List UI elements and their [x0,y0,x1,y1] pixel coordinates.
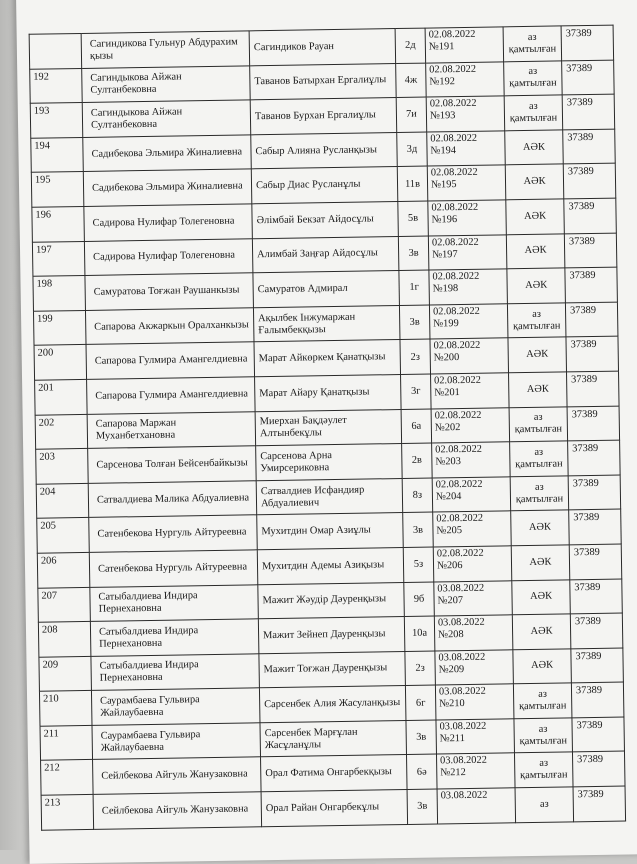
class-cell: 2в [402,443,433,478]
parent-name: Сарсенова Толған Бейсенбайкызы [88,446,257,483]
status-cell: АӘК [512,614,571,650]
status-cell: аз қамтылған [510,476,569,512]
class-cell: 2з [405,651,436,686]
status-cell: АӘК [505,130,564,166]
class-cell: 5в [398,201,429,236]
date-order-cell [434,580,513,616]
child-name: Сабыр Диас Русланұлы [251,167,398,204]
class-cell: 6ә [407,754,438,789]
row-number: 212 [41,760,94,795]
child-name: Мажит Тоғжан Дауренқызы [259,651,406,688]
parent-name: Сейлбекова Айгуль Жанузаковна [93,792,262,829]
order-number: №210 [439,698,465,710]
date-order-cell [432,442,511,478]
order-number: №200 [433,352,460,364]
code-cell: 37389 [565,267,618,302]
code-cell: 37389 [565,302,618,337]
code-cell: 37389 [571,682,624,717]
row-number: 204 [36,483,89,518]
date-text: 02.08.2022 [432,270,480,283]
date-order-cell [436,719,515,755]
code-cell: 37389 [566,336,619,371]
parent-name: Сатыбалдиева Индира Пернехановна [90,619,259,656]
child-name: Орал Фатима Онгарбекқызы [261,755,408,792]
child-name: Ақылбек Інжумаржан Ғалымбекқызы [253,305,400,342]
order-number: №191 [428,41,455,53]
child-name: Миерхан Бақдәулет Алтынбекұлы [255,409,402,446]
class-cell: 3в [407,789,438,824]
date-order-cell [433,546,512,582]
parent-name: Сатыбалдиева Индира Пернехановна [91,653,260,690]
code-cell: 37389 [563,163,616,198]
code-cell: 37389 [571,648,624,683]
date-text: 02.08.2022 [428,28,476,41]
code-cell: 37389 [563,129,616,164]
date-text: 03.08.2022 [438,685,486,698]
date-text: 02.08.2022 [429,63,477,76]
date-text: 02.08.2022 [435,443,483,456]
status-cell: аз қамтылған [510,441,569,477]
status-cell: АӘК [508,337,567,373]
date-text: 02.08.2022 [432,305,480,318]
class-cell: 11в [397,166,428,201]
date-order-cell [432,477,511,513]
parent-name: Сатенбекова Нургуль Айтуреевна [89,515,258,552]
date-order-cell [426,61,505,97]
order-number: №194 [430,144,457,157]
row-number: 199 [33,310,86,345]
date-text: 03.08.2022 [440,789,488,802]
date-order-cell [428,200,507,236]
date-order-cell [429,304,508,340]
row-number: 203 [36,449,89,484]
class-cell: 3г [401,374,432,409]
parent-name: Сагиндикова Гульнур Абдурахим қызы [81,31,250,68]
code-cell: 37389 [569,509,622,544]
order-number: №209 [438,663,465,676]
status-cell: аз қамтылған [514,752,573,788]
date-text: 02.08.2022 [434,409,482,422]
row-number: 192 [30,68,83,103]
order-number: №204 [435,490,462,503]
status-cell: аз [515,787,574,823]
class-cell: 4ж [396,63,427,98]
parent-name: Сапарова Гулмира Амангелдиевна [87,377,256,414]
date-order-cell [429,269,508,305]
class-cell: 3д [397,132,428,167]
code-cell: 37389 [570,579,623,614]
code-cell: 37389 [569,544,622,579]
document-page [16,0,637,864]
child-name: Самуратов Адмирал [253,271,400,308]
row-number: 211 [40,725,93,760]
child-name: Марат Айкөркем Қанатқызы [254,340,401,377]
class-cell: 6а [401,409,432,444]
parent-name: Сатыбалдиева Индира Пернехановна [90,584,259,621]
child-name: Мажит Зейнеп Дауренқызы [258,617,405,654]
code-cell: 37389 [572,752,625,787]
code-cell: 37389 [562,94,615,129]
class-cell: 1г [399,270,430,305]
class-cell: 10а [404,616,435,651]
class-cell: 2д [395,28,426,63]
date-order-cell [428,234,507,270]
code-cell: 37389 [568,475,621,510]
status-cell: аз қамтылған [509,406,568,442]
child-name: Сарсенова Арна Умирсериковна [256,444,403,481]
order-number: №203 [435,456,461,468]
status-cell: АӘК [512,579,571,615]
class-cell: 7и [396,97,427,132]
child-name: Мажит Жәудір Дәуренқызы [258,582,405,619]
parent-name: Садирова Нулифар Толегеновна [84,204,253,241]
date-text: 02.08.2022 [431,236,479,249]
child-name: Сарсенбек Марғұлан Жасұланұлы [260,720,407,757]
status-cell: АӘК [505,164,564,200]
child-name: Орал Райан Онгарбекұлы [261,790,408,827]
parent-name: Сапарова Акжаркын Оралханкызы [85,308,254,345]
parent-name: Сатвалдиева Малика Абдуалиевна [88,481,257,518]
date-text: 02.08.2022 [430,167,478,179]
class-cell: 3в [399,305,430,340]
date-text: 02.08.2022 [436,547,484,560]
status-cell: аз қамтылған [503,26,562,62]
date-order-cell [425,27,504,63]
row-number: 209 [39,656,92,691]
date-order-cell [426,96,505,132]
status-cell: АӘК [511,510,570,546]
status-cell: АӘК [513,649,572,685]
date-text: 02.08.2022 [435,478,483,491]
code-cell: 37389 [567,371,620,406]
code-cell: 37389 [567,406,620,441]
code-cell: 37389 [572,717,625,752]
date-text: 03.08.2022 [439,720,487,733]
date-order-cell [430,338,509,374]
date-order-cell [433,511,512,547]
table-body [29,25,625,830]
parent-name: Садибекова Эльмира Жиналиевна [83,135,252,172]
order-number: №201 [434,387,460,399]
order-number: №193 [429,110,456,122]
row-number: 202 [35,414,88,449]
date-text: 03.08.2022 [438,651,486,664]
row-number: 194 [31,137,84,172]
class-cell: 3в [398,236,429,271]
child-name: Таванов Бурхан Ергалиұлы [250,98,397,135]
parent-name: Сагиндыкова Айжан Султанбековна [82,100,251,137]
parent-name: Самуратова Тоғжан Раушанкызы [85,273,254,310]
date-order-cell [435,684,514,720]
date-order-cell [427,165,506,201]
row-number: 193 [30,103,83,138]
date-text: 02.08.2022 [430,132,478,145]
code-cell: 37389 [564,233,617,268]
status-cell: АӘК [511,545,570,581]
order-number: №192 [429,75,456,88]
order-number: №196 [431,214,458,226]
class-cell: 6г [405,685,436,720]
code-cell: 37389 [562,60,615,95]
date-text: 02.08.2022 [434,374,481,387]
parent-name: Садирова Нулифар Толегеновна [84,238,253,275]
row-number: 207 [38,587,91,622]
parent-name: Сейлбекова Айгуль Жанузаковна [93,757,262,794]
row-number: 201 [35,379,88,414]
status-cell: аз қамтылған [514,718,573,754]
class-cell: 3в [403,512,434,547]
row-number: 205 [37,518,90,553]
order-number: №208 [438,629,464,641]
parent-name: Сатенбекова Нургуль Айтуреевна [89,550,258,587]
order-number: №212 [440,767,466,779]
status-cell: АӘК [509,372,568,408]
date-order-cell [437,788,516,824]
row-number [29,33,82,68]
code-cell: 37389 [564,198,617,233]
status-cell: аз қамтылған [504,61,563,97]
parent-name: Саурамбаева Гульвира Жайлаубаевна [92,723,261,760]
child-name: Сарсенбек Алия Жасуланқызы [259,686,406,723]
class-cell: 9б [404,582,435,617]
class-cell: 5з [403,547,434,582]
parent-name: Сагиндыкова Айжан Султанбековна [82,65,251,102]
child-name: Сатвалдиев Исфандияр Абдуалиевич [256,478,403,515]
child-name: Таванов Батырхан Ергалиұлы [250,63,397,100]
order-number: №199 [433,317,459,330]
date-order-cell [431,407,510,443]
row-number: 197 [32,241,85,276]
child-name: Марат Айару Қанатқызы [255,374,402,411]
date-order-cell [436,753,515,789]
date-text: 02.08.2022 [433,340,481,352]
row-number: 213 [41,794,94,829]
order-number: №195 [430,179,457,191]
row-number: 198 [33,276,86,311]
parent-name: Саурамбаева Гульвира Жайлаубаевна [91,688,260,725]
child-name: Алимбай Заңғар Айдосұлы [252,236,399,273]
date-text: 03.08.2022 [440,755,487,767]
class-cell: 8з [402,478,433,513]
date-text: 02.08.2022 [431,201,479,214]
order-number: №197 [432,248,458,261]
class-cell: 3в [406,720,437,755]
beneficiary-table [29,25,626,831]
date-text: 03.08.2022 [437,582,485,594]
parent-name: Сапарова Маржан Муханбетхановна [87,411,256,448]
row-number: 200 [34,345,87,380]
code-cell: 37389 [561,25,614,60]
row-number: 210 [39,691,92,726]
status-cell: АӘК [506,199,565,235]
child-name: Әлімбай Бекзат Айдосұлы [252,201,399,238]
date-order-cell [435,649,514,685]
status-cell: аз қамтылған [504,95,563,131]
child-name: Сагиндиков Рауан [249,29,396,66]
order-number: №202 [434,421,461,434]
status-cell: аз қамтылған [513,683,572,719]
order-number: №207 [437,594,464,606]
date-order-cell [427,131,506,167]
code-cell: 37389 [568,440,621,475]
row-number: 208 [38,622,91,657]
parent-name: Сапарова Гулмира Амангелдиевна [86,342,255,379]
parent-name: Садибекова Эльмира Жиналиевна [83,169,252,206]
child-name: Сабыр Алияна Русланқызы [251,132,398,169]
date-text: 02.08.2022 [436,513,484,525]
status-cell: аз қамтылған [507,303,566,339]
row-number: 195 [31,172,84,207]
child-name: Мухитдин Адемы Азиқызы [257,547,404,584]
code-cell: 37389 [570,613,623,648]
date-order-cell [434,615,513,651]
row-number: 206 [37,552,90,587]
class-cell: 2з [400,339,431,374]
code-cell: 37389 [573,786,626,821]
status-cell: АӘК [507,268,566,304]
status-cell: АӘК [506,233,565,269]
order-number: №198 [432,283,459,295]
order-number: №211 [439,732,465,745]
date-text: 02.08.2022 [429,97,477,110]
date-order-cell [431,373,510,409]
order-number: №206 [436,559,463,572]
child-name: Мухитдин Омар Азиұлы [257,513,404,550]
row-number: 196 [32,206,85,241]
date-text: 03.08.2022 [437,616,485,629]
order-number: №205 [436,525,463,537]
